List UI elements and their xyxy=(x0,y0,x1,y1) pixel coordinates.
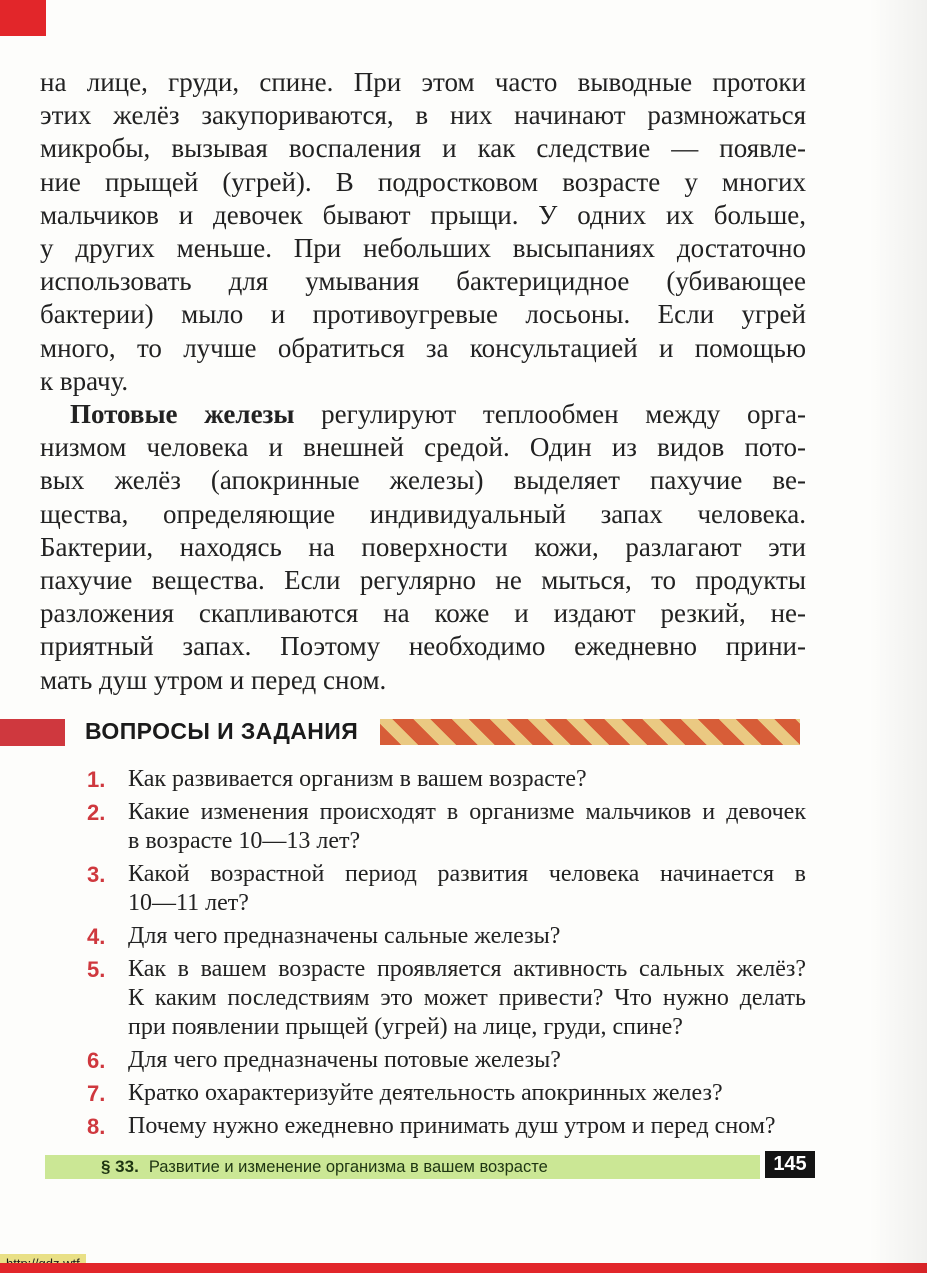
text-line: ние прыщей (угрей). В подростковом возрасте у многих xyxy=(40,166,806,197)
question-text xyxy=(128,922,806,951)
text-line: щества, определяющие индивидуальный запах человека. xyxy=(40,498,806,529)
text-line: мать душ утром и перед сном. xyxy=(40,664,387,695)
text-line: Какие изменения происходят в организме мальчиков и девочек xyxy=(128,799,806,825)
text-line: К каким последствиям это может привести? Что нужно делать xyxy=(128,985,806,1011)
question-text xyxy=(128,1046,806,1075)
section-marker xyxy=(0,719,65,746)
text-line: микробы, вызывая воспаления и как следствие — появле- xyxy=(40,133,806,164)
question-number: 1. xyxy=(87,767,106,792)
question-number: 6. xyxy=(87,1048,106,1073)
text-line: вых желёз (апокринные железы) выделяет пахучие ве- xyxy=(40,465,806,496)
text-line: использовать для умывания бактерицидное (убивающее xyxy=(40,266,806,297)
text-line: Как в вашем возрасте проявляется активность сальных желёз? xyxy=(128,956,806,982)
striped-rule xyxy=(380,719,800,745)
text-line: к врачу. xyxy=(40,365,129,396)
text-line: 10—11 лет? xyxy=(128,890,249,916)
question-item xyxy=(87,1079,806,1108)
question-number: 5. xyxy=(87,957,106,982)
chapter-color-tab xyxy=(0,0,46,36)
bottom-red-strip xyxy=(0,1263,927,1273)
text-line: этих желёз закупориваются, в них начинают размножаться xyxy=(40,100,806,131)
text-line: разложения скапливаются на коже и издают резкий, не- xyxy=(40,598,806,629)
text-line: Кратко охарактеризуйте деятельность апокринных желез? xyxy=(128,1080,723,1106)
question-item xyxy=(87,955,806,1042)
questions-list xyxy=(87,765,806,1145)
text-line: много, то лучше обратиться за консультацией и помощью xyxy=(40,332,806,363)
text-line: Как развивается организм в вашем возрасте? xyxy=(128,766,587,792)
question-text xyxy=(128,860,806,918)
question-text xyxy=(128,1112,806,1141)
text-line: пахучие вещества. Если регулярно не мыться, то продукты xyxy=(40,565,806,596)
question-item xyxy=(87,798,806,856)
question-text xyxy=(128,1079,806,1108)
question-text xyxy=(128,955,806,1042)
question-number: 3. xyxy=(87,862,106,887)
text-line: при появлении прыщей (угрей) на лице, груди, спине? xyxy=(128,1014,683,1040)
text-line: Какой возрастной период развития человека начинается в xyxy=(128,861,806,887)
paragraph-number-label: § 33. xyxy=(101,1157,139,1176)
question-text xyxy=(128,765,806,794)
question-item xyxy=(87,1112,806,1141)
bold-lead: Потовые железы xyxy=(70,399,295,430)
text-line: бактерии) мыло и противоугревые лосьоны. Если угрей xyxy=(40,299,806,330)
section-title: ВОПРОСЫ И ЗАДАНИЯ xyxy=(85,718,359,744)
scan-edge-shadow xyxy=(869,0,927,1273)
body-text xyxy=(40,66,806,697)
question-number: 4. xyxy=(87,924,106,949)
question-item xyxy=(87,860,806,918)
text-line: Для чего предназначены потовые железы? xyxy=(128,1047,561,1073)
text-line: приятный запах. Поэтому необходимо ежедневно прини- xyxy=(40,631,806,662)
question-item xyxy=(87,922,806,951)
text-line: низмом человека и внешней средой. Один из видов пото- xyxy=(40,432,806,463)
text-line: мальчиков и девочек бывают прыщи. У одних их больше, xyxy=(40,199,806,230)
text-line: в возрасте 10—13 лет? xyxy=(128,828,361,854)
text-line: Для чего предназначены сальные железы? xyxy=(128,923,561,949)
question-item xyxy=(87,1046,806,1075)
text-line: у других меньше. При небольших высыпаниях достаточно xyxy=(40,233,806,264)
question-text xyxy=(128,798,806,856)
text-line: Бактерии, находясь на поверхности кожи, разлагают эти xyxy=(40,531,806,562)
question-number: 7. xyxy=(87,1081,106,1106)
page-number-badge: 145 xyxy=(765,1151,815,1178)
question-number: 8. xyxy=(87,1114,106,1139)
footer-bar xyxy=(45,1155,760,1179)
question-item xyxy=(87,765,806,794)
question-number: 2. xyxy=(87,800,106,825)
text-line: Потовые железы регулируют теплообмен между орга- xyxy=(70,399,806,430)
text-line: на лице, груди, спине. При этом часто выводные протоки xyxy=(40,67,806,97)
text-line: Почему нужно ежедневно принимать душ утром и перед сном? xyxy=(128,1113,776,1139)
questions-header xyxy=(0,717,927,746)
paragraph-title: Развитие и изменение организма в вашем возрасте xyxy=(148,1158,548,1176)
